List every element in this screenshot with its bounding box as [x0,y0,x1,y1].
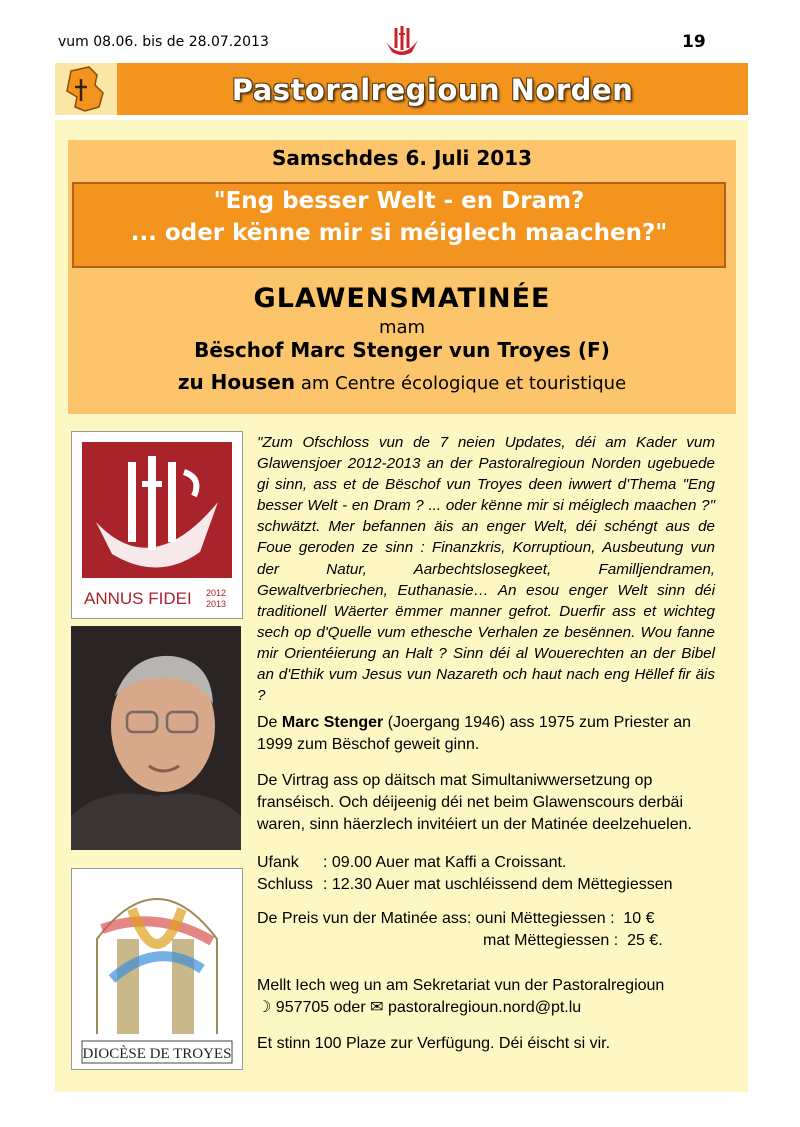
price-line-2: mat Mëttegiessen : 25 €. [483,932,663,949]
start-label: Ufank [257,854,299,871]
place-venue: am Centre écologique et touristique [295,373,627,394]
price-line-1: De Preis vun der Matinée ass: ouni Mëttegiessen : 10 € [257,910,655,927]
place-town: zu Housen [177,370,296,394]
contact-info [257,975,727,1019]
region-title: Pastoralregioun Norden [231,73,634,107]
lecture-info: De Virtrag ass op däitsch mat Simultaniwwersetzung op franséisch. Och déijeenig déi net beim Glawenscours derbäi waren, sinn häerzlech invitéiert un der Matinée deelzehuelen. [257,772,692,833]
diocese-troyes-logo [71,868,243,1070]
mail-icon: ✉ [365,999,388,1016]
page-number: 19 [682,32,706,52]
region-map-icon [55,63,117,115]
end-label: Schluss [257,876,314,893]
stenger-rest: (Joergang 1946) ass 1975 zum Priester an 1999 zum Bëschof geweit ginn. [257,714,692,753]
matinee-title: GLAWENSMATINÉE [253,283,551,314]
contact-line-1: Mellt Iech weg un am Sekretariat vun der Pastoralregioun [257,977,665,994]
theme-line-2: ... oder kënne mir si méiglech maachen?" [130,220,668,246]
stenger-prefix: De [257,714,282,731]
schedule [257,852,727,896]
annus-year-2: 2013 [206,599,227,609]
intro-paragraph: "Zum Ofschloss vun de 7 neien Updates, déi am Kader vum Glawensjoer 2012-2013 an der Pastoralregioun Norden ugebuede gi sinn, ass et de Bëschof vun Troyes deen iwwert d'Thema "Eng besser Welt - en Dram ? ... oder kënne mir si méiglech maachen ?" schwätzt. Mer befannen äis an enger Welt, déi schéngt aus de Foue geroden ze sinn : Finanzkris, Korruptioun, Ausbeutung vun der Natur, Aarbechtslosegkeet, Familljendramen, Gewaltverbriechen, Euthanasie… An esou enger Welt sinn déi traditionell Wäerter ëmmer manner gefrot. Duerfir ass et wichteg sech op d'Quelle vum ethesche Verhalen ze besënnen. Wou fanne mir Orientéierung an Halt ? Sinn déi al Wouerechten an der Bibel an d'Ethik vum Jesus vun Nazareth och haut nach eng Hëllef fir äis ? [257,434,715,705]
end-value: : 12.30 Auer mat uschléissend dem Mëttegiessen [323,876,673,893]
places-info: Et stinn 100 Plaze zur Verfügung. Déi éischt si vir. [257,1035,611,1052]
theme-line-1: "Eng besser Welt - en Dram? [213,188,585,214]
matinee-place [68,370,736,394]
annus-year-1: 2012 [206,588,227,598]
matinee-with: mam [378,317,426,338]
annus-fidei-image [71,431,243,619]
phone-icon: ☽ [257,999,276,1016]
start-value: : 09.00 Auer mat Kaffi a Croissant. [323,854,567,871]
matinee-bishop: Bëschof Marc Stenger vun Troyes (F) [194,338,610,362]
diocese-label: DIOCÈSE DE TROYES [82,1046,232,1062]
event-date: Samschdes 6. Juli 2013 [272,146,532,170]
stenger-bio [257,712,727,756]
annus-fidei-logo-icon [382,22,422,60]
phone-number: 957705 oder [275,999,366,1016]
email-address[interactable]: pastoralregioun.nord@pt.lu [387,999,582,1016]
bishop-portrait-photo [71,626,241,850]
annus-label: ANNUS FIDEI [84,589,192,608]
date-range: vum 08.06. bis de 28.07.2013 [58,34,269,50]
price-info [257,908,727,952]
stenger-name: Marc Stenger [281,714,384,731]
